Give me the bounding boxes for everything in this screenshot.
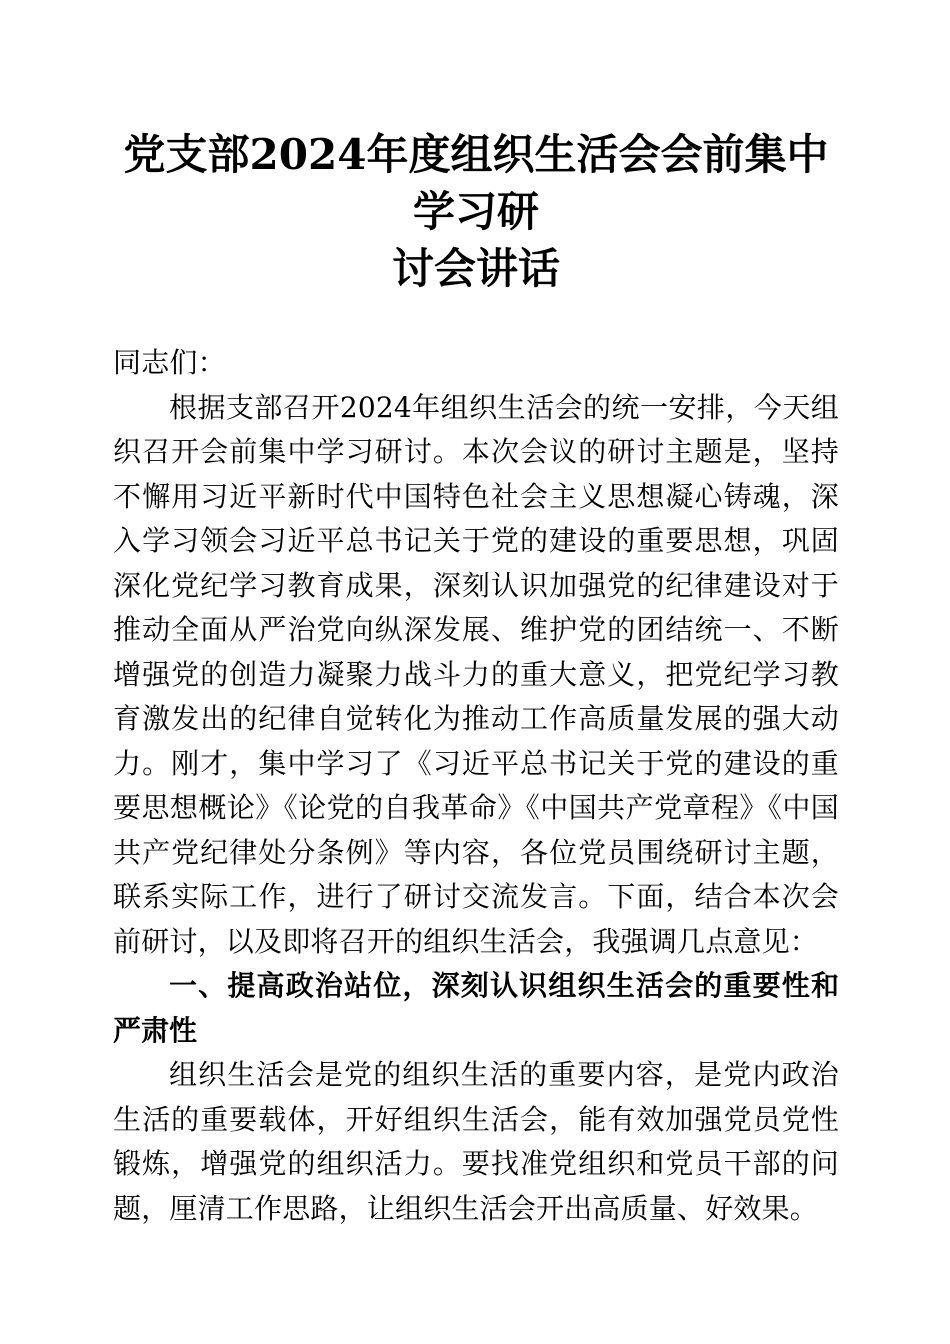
- document-content: [113, 0, 839, 1231]
- page-title: [113, 0, 839, 297]
- section-heading-one: 一、提高政治站位，深刻认识组织生活会的重要性和严肃性: [113, 969, 839, 1047]
- title-line-2: 讨会讲话: [391, 244, 560, 293]
- paragraph-intro: 根据支部召开2024年组织生活会的统一安排，今天组织召开会前集中学习研讨。本次会议的研讨主题是，坚持不懈用习近平新时代中国特色社会主义思想凝心铸魂，深入学习领会习近平总书记关于党的建设的重要思想，巩固深化党纪学习教育成果，深刻认识加强党的纪律建设对于推动全面从严治党向纵深发展、维护党的团结统一、不断增强党的创造力凝聚力战斗力的重大意义，把党纪学习教育激发出的纪律自觉转化为推动工作高质量发展的强大动力。刚才，集中学习了《习近平总书记关于党的建设的重要思想概论》《论党的自我革命》《中国共产党章程》《中国共产党纪律处分条例》等内容，各位党员围绕研讨主题，联系实际工作，进行了研讨交流发言。下面，结合本次会前研讨，以及即将召开的组织生活会，我强调几点意见：: [113, 390, 839, 958]
- paragraph-section-one-body: 组织生活会是党的组织生活的重要内容，是党内政治生活的重要载体，开好组织生活会，能有效加强党员党性锻炼，增强党的组织活力。要找准党组织和党员干部的问题，厘清工作思路，让组织生活会开出高质量、好效果。: [113, 1058, 839, 1225]
- title-line-1: 党支部2024年度组织生活会会前集中学习研: [123, 130, 829, 236]
- document-body: [113, 297, 839, 1231]
- salutation: 同志们：: [113, 346, 226, 379]
